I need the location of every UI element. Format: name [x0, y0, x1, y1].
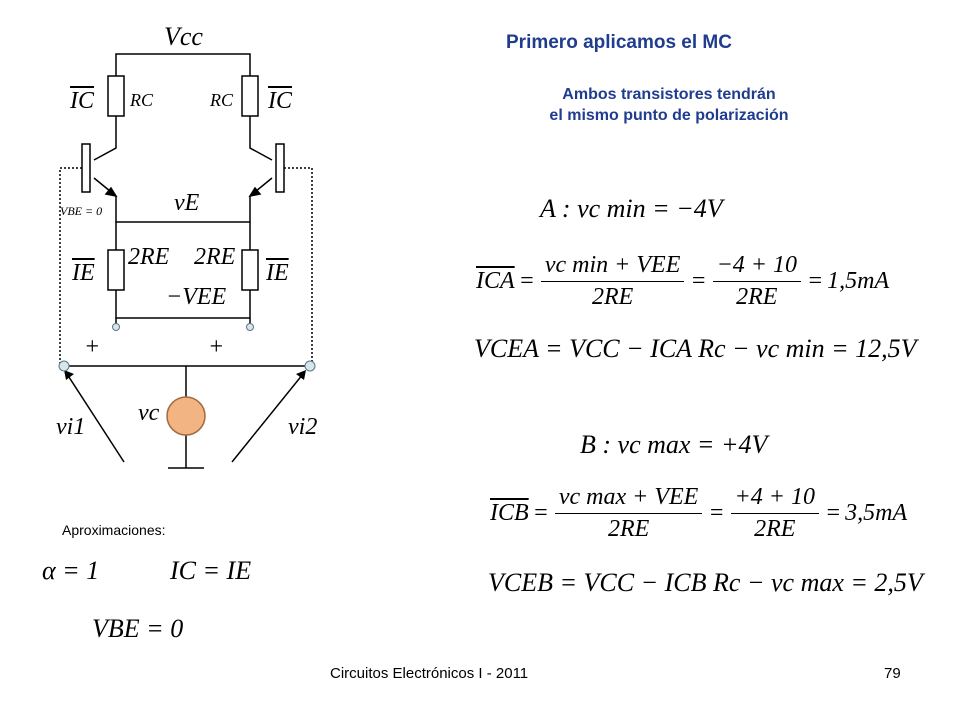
vi2-arrowhead: [296, 370, 306, 380]
icb-equation: [488, 484, 909, 543]
ica-frac-2: [711, 252, 803, 311]
icb-eq-1: =: [532, 500, 549, 526]
vi2-label: vi2: [288, 414, 318, 440]
q2-base-bar: [276, 144, 284, 192]
case-b-header: B : vc max = +4V: [580, 430, 768, 459]
vee-label: −VEE: [166, 284, 227, 310]
icb-eq-2: =: [708, 500, 725, 526]
icb-frac-1: [553, 484, 704, 543]
approx-alpha: α = 1: [42, 556, 100, 585]
slide-title: Primero aplicamos el MC: [506, 32, 732, 53]
ic-right-label: $\overline{IC}$: [268, 88, 292, 114]
ica-frac-1: [539, 252, 686, 311]
icb-num-2: +4 + 10: [731, 484, 819, 514]
icb-num-1: vc max + VEE: [555, 484, 702, 514]
approx-vbe: VBE = 0: [92, 614, 184, 643]
vi1-label: vi1: [56, 414, 86, 440]
ie-left-label: $\overline{IE}$: [72, 260, 95, 286]
terminal-e-left: [113, 324, 120, 331]
ica-eq-3: =: [806, 268, 824, 294]
icb-den-1: 2RE: [607, 516, 650, 542]
approx-ic-ie: IC = IE: [170, 556, 252, 585]
icb-den-2: 2RE: [754, 516, 796, 542]
rc-left-resistor: [108, 76, 124, 116]
ica-equation: [474, 252, 891, 311]
terminal-left: [59, 361, 69, 371]
ica-eq-2: =: [690, 268, 707, 294]
case-a-header: A : vc min = −4V: [540, 194, 723, 223]
re-right-resistor: [242, 250, 258, 290]
ica-den-2: 2RE: [736, 284, 778, 310]
vi1-arrowhead: [64, 370, 74, 380]
vc-source: [167, 397, 205, 435]
footer-text: Circuitos Electrónicos I - 2011: [330, 665, 529, 682]
ica-num-1: vc min + VEE: [541, 252, 684, 282]
re-right-label: 2RE: [194, 244, 236, 270]
rc-right-label: RC: [210, 90, 234, 110]
vbe-zero-label: VBE = 0: [60, 204, 103, 218]
terminal-right: [305, 361, 315, 371]
page-number: 79: [884, 665, 901, 682]
ica-result: 1,5mA: [827, 268, 890, 294]
terminal-e-right: [247, 324, 254, 331]
rc-right-resistor: [242, 76, 258, 116]
ica-eq-1: =: [518, 268, 535, 294]
vc-label: vc: [138, 400, 160, 426]
rc-left-label: RC: [130, 90, 154, 110]
ica-num-2: −4 + 10: [713, 252, 801, 282]
ve-label: vE: [174, 190, 200, 216]
re-left-label: 2RE: [128, 244, 170, 270]
vcc-rail: [116, 54, 250, 68]
icb-eq-3: =: [824, 500, 842, 526]
vcc-label: Vcc: [164, 22, 203, 51]
plus-left-label: +: [84, 334, 101, 360]
icb-lhs: $\overline{ICB}$: [490, 500, 529, 526]
plus-right-label: +: [208, 334, 225, 360]
q1-base-bar: [82, 144, 90, 192]
icb-frac-2: [729, 484, 821, 543]
re-left-resistor: [108, 250, 124, 290]
ica-den-1: 2RE: [591, 284, 634, 310]
ica-lhs: $\overline{ICA}$: [476, 268, 515, 294]
subtitle-line-1: Ambos transistores tendrán: [562, 86, 776, 103]
approximations-label: Aproximaciones:: [62, 522, 166, 538]
vcea-equation: VCEA = VCC − ICA Rc − vc min = 12,5V: [474, 334, 917, 363]
ie-right-label: $\overline{IE}$: [266, 260, 289, 286]
ic-left-label: $\overline{IC}$: [70, 88, 94, 114]
vceb-equation: VCEB = VCC − ICB Rc − vc max = 2,5V: [488, 568, 923, 597]
icb-result: 3,5mA: [845, 500, 908, 526]
subtitle-line-2: el mismo punto de polarización: [549, 107, 789, 124]
